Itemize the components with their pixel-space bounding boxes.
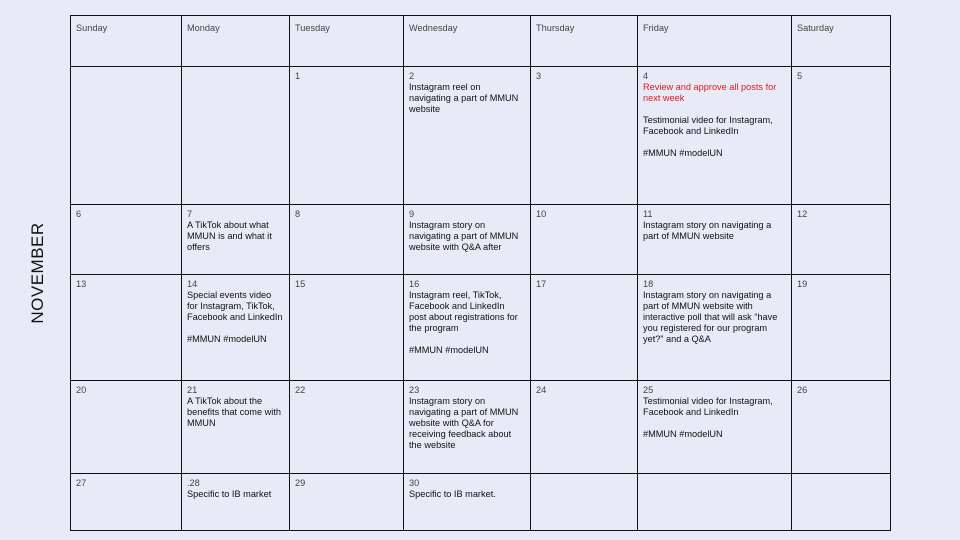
day-cell[interactable] bbox=[531, 474, 638, 531]
day-content: A TikTok about what MMUN is and what it offers bbox=[187, 220, 272, 252]
day-number: 7 bbox=[187, 209, 193, 219]
day-number: 19 bbox=[797, 279, 808, 289]
weekday-friday: Friday bbox=[638, 16, 792, 67]
day-content: Instagram story on navigating a part of MMUN website with Q&A for receiving feedback about the website bbox=[409, 396, 519, 450]
calendar-table bbox=[70, 15, 891, 531]
day-content: Instagram reel, TikTok, Facebook and LinkedIn post about registrations for the program #MMUN #modelUN bbox=[409, 290, 518, 355]
day-number: 11 bbox=[643, 209, 653, 219]
day-number: 30 bbox=[409, 478, 420, 488]
day-cell[interactable] bbox=[531, 67, 638, 205]
day-cell[interactable] bbox=[404, 67, 531, 205]
day-cell[interactable] bbox=[404, 275, 531, 381]
day-number: 17 bbox=[536, 279, 547, 289]
day-content: Specific to IB market. bbox=[409, 489, 496, 499]
day-cell[interactable] bbox=[638, 275, 792, 381]
day-content: Instagram reel on navigating a part of MMUN website bbox=[409, 82, 519, 114]
day-content: A TikTok about the benefits that come with MMUN bbox=[187, 396, 281, 428]
day-number: 13 bbox=[76, 279, 87, 289]
day-cell[interactable] bbox=[71, 67, 182, 205]
day-number: 6 bbox=[76, 209, 82, 219]
day-number: 2 bbox=[409, 71, 415, 81]
day-cell[interactable] bbox=[792, 275, 891, 381]
day-number: 5 bbox=[797, 71, 803, 81]
day-content: Special events video for Instagram, TikTok, Facebook and LinkedIn #MMUN #modelUN bbox=[187, 290, 283, 344]
day-cell[interactable] bbox=[71, 381, 182, 474]
day-cell[interactable] bbox=[404, 205, 531, 275]
day-content: Instagram story on navigating a part of MMUN website bbox=[643, 220, 772, 241]
day-cell[interactable] bbox=[182, 67, 290, 205]
day-number: 24 bbox=[536, 385, 547, 395]
day-number: 16 bbox=[409, 279, 420, 289]
day-cell[interactable] bbox=[290, 275, 404, 381]
day-cell[interactable] bbox=[404, 474, 531, 531]
day-cell[interactable] bbox=[290, 474, 404, 531]
day-number: 4 bbox=[643, 71, 649, 81]
day-cell[interactable] bbox=[531, 205, 638, 275]
day-number: 14 bbox=[187, 279, 198, 289]
day-highlight-note: Review and approve all posts for next week bbox=[643, 82, 777, 103]
day-cell[interactable] bbox=[290, 205, 404, 275]
day-number: 21 bbox=[187, 385, 198, 395]
day-cell[interactable] bbox=[182, 205, 290, 275]
day-cell[interactable] bbox=[290, 381, 404, 474]
day-number: 25 bbox=[643, 385, 654, 395]
month-title: NOVEMBER bbox=[28, 222, 47, 324]
weekday-thursday: Thursday bbox=[531, 16, 638, 67]
day-number: 8 bbox=[295, 209, 301, 219]
day-content: Instagram story on navigating a part of MMUN website with Q&A after bbox=[409, 220, 519, 252]
day-number: 29 bbox=[295, 478, 306, 488]
day-number: 9 bbox=[409, 209, 415, 219]
day-content: Specific to IB market bbox=[187, 489, 272, 499]
day-cell[interactable] bbox=[792, 67, 891, 205]
day-number: 20 bbox=[76, 385, 87, 395]
day-cell[interactable] bbox=[182, 381, 290, 474]
weekday-tuesday: Tuesday bbox=[290, 16, 404, 67]
day-number: 10 bbox=[536, 209, 547, 219]
day-cell[interactable] bbox=[638, 474, 792, 531]
day-cell[interactable] bbox=[71, 205, 182, 275]
weekday-wednesday: Wednesday bbox=[404, 16, 531, 67]
day-number: 18 bbox=[643, 279, 654, 289]
day-cell[interactable] bbox=[71, 275, 182, 381]
day-cell[interactable] bbox=[638, 67, 792, 205]
day-cell[interactable] bbox=[792, 474, 891, 531]
day-number: 22 bbox=[295, 385, 306, 395]
week-row bbox=[71, 275, 891, 381]
day-number: 26 bbox=[797, 385, 808, 395]
weekday-header-row bbox=[71, 16, 891, 67]
day-number: 1 bbox=[295, 71, 301, 81]
week-row bbox=[71, 205, 891, 275]
day-number: 15 bbox=[295, 279, 306, 289]
day-content: Testimonial video for Instagram, Facebook and LinkedIn #MMUN #modelUN bbox=[643, 115, 773, 158]
weekday-monday: Monday bbox=[182, 16, 290, 67]
day-number: 3 bbox=[536, 71, 542, 81]
day-number: 23 bbox=[409, 385, 420, 395]
day-cell[interactable] bbox=[638, 381, 792, 474]
day-cell[interactable] bbox=[182, 275, 290, 381]
day-cell[interactable] bbox=[71, 474, 182, 531]
day-number: 27 bbox=[76, 478, 87, 488]
day-cell[interactable] bbox=[531, 275, 638, 381]
day-content: Instagram story on navigating a part of MMUN website with interactive poll that will ask “have you registered for our program yet?” and a Q&A bbox=[643, 290, 778, 344]
day-content: Testimonial video for Instagram, Facebook and LinkedIn #MMUN #modelUN bbox=[643, 396, 773, 439]
weekday-saturday: Saturday bbox=[792, 16, 891, 67]
weekday-sunday: Sunday bbox=[71, 16, 182, 67]
week-row bbox=[71, 67, 891, 205]
day-cell[interactable] bbox=[531, 381, 638, 474]
day-cell[interactable] bbox=[290, 67, 404, 205]
day-cell[interactable] bbox=[404, 381, 531, 474]
week-row bbox=[71, 381, 891, 474]
day-cell[interactable] bbox=[792, 205, 891, 275]
day-cell[interactable] bbox=[182, 474, 290, 531]
day-cell[interactable] bbox=[638, 205, 792, 275]
day-cell[interactable] bbox=[792, 381, 891, 474]
day-number: 12 bbox=[797, 209, 808, 219]
week-row bbox=[71, 474, 891, 531]
day-number: .28 bbox=[187, 478, 200, 488]
